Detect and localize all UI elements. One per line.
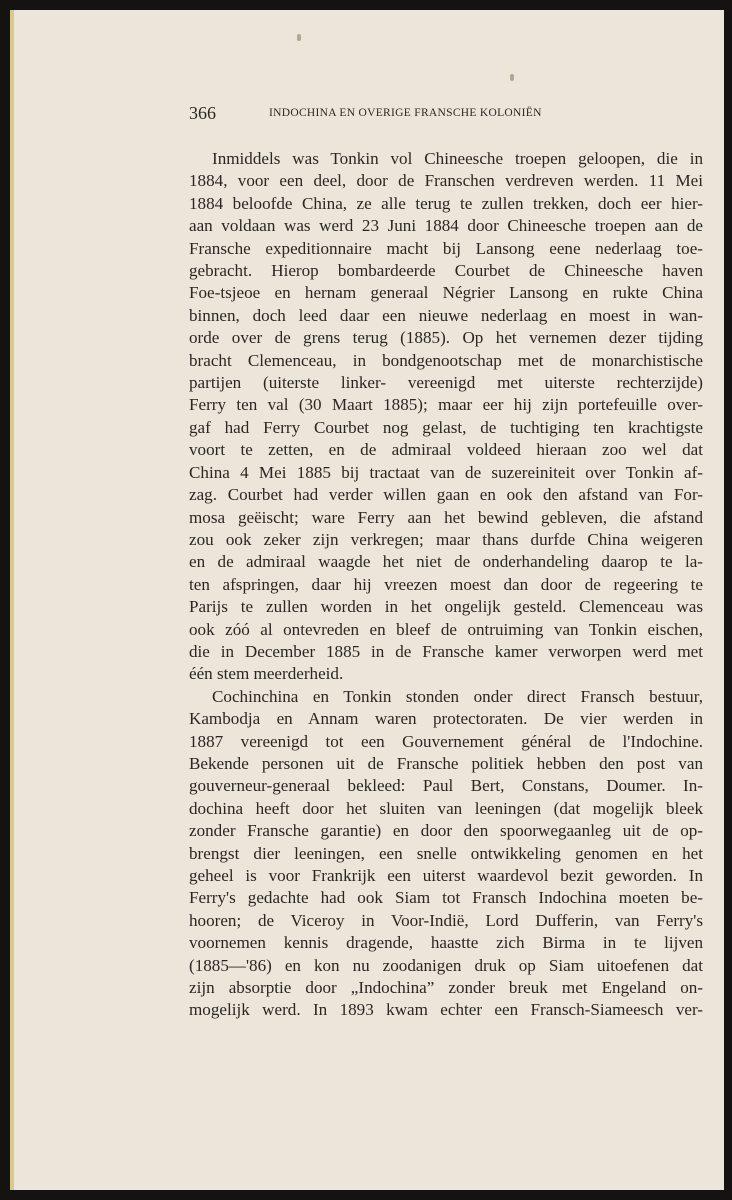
text-line: aan voldaan was werd 23 Juni 1884 door Chineesche troepen aan de <box>189 216 703 236</box>
text-line: Parijs te zullen worden in het ongelijk gesteld. Clemenceau was <box>189 597 703 617</box>
text-line: zou ook zeker zijn verkregen; maar thans durfde China weigeren <box>189 529 703 549</box>
text-line: Foe-tsjeoe en hernam generaal Négrier Lansong en rukte China <box>189 283 703 303</box>
book-page <box>10 10 724 1190</box>
text-line: bracht Clemenceau, in bondgenootschap met de monarchistische <box>189 350 703 370</box>
page-number: 366 <box>189 103 216 123</box>
text-line: geheel is voor Frankrijk een uiterst waardevol bezit geworden. In <box>189 866 703 885</box>
text-line: Inmiddels was Tonkin vol Chineesche troepen geloopen, die in <box>212 149 703 168</box>
text-line: partijen (uiterste linker- vereenigd met uiterste rechterzijde) <box>189 373 703 393</box>
text-line: China 4 Mei 1885 bij tractaat van de suzereiniteit over Tonkin af- <box>189 462 703 482</box>
text-line: hooren; de Viceroy in Voor-Indië, Lord Dufferin, van Ferry's <box>189 910 703 930</box>
text-line: ten afspringen, daar hij vreezen moest dan door de regeering te <box>189 574 703 594</box>
text-line: voort te zetten, en de admiraal voldeed hieraan zoo wel dat <box>189 440 703 460</box>
text-line: Kambodja en Annam waren protectoraten. De vier werden in <box>189 709 703 729</box>
text-line: gebracht. Hierop bombardeerde Courbet de Chineesche haven <box>189 261 703 281</box>
text-line: (1885—'86) en kon nu zoodanigen druk op Siam uitoefenen dat <box>189 955 703 975</box>
text-line: zijn absorptie door „Indochina” zonder breuk met Engeland on- <box>189 978 703 998</box>
text-line: ook zóó al ontevreden en bleef de ontruiming van Tonkin eischen, <box>189 619 703 639</box>
text-line: voornemen kennis dragende, haastte zich Birma in te lijven <box>189 933 703 953</box>
paragraph <box>189 148 703 686</box>
text-line: gouverneur-generaal bekleed: Paul Bert, Constans, Doumer. In- <box>189 776 703 796</box>
text-line: dochina heeft door het sluiten van leeningen (dat mogelijk bleek <box>189 798 703 818</box>
paper-spot <box>510 74 514 81</box>
text-line: brengst dier leeningen, een snelle ontwikkeling genomen en het <box>189 843 703 863</box>
text-line: binnen, doch leed daar een nieuwe nederlaag en moest in wan- <box>189 305 703 325</box>
text-line: en de admiraal waagde het niet de onderhandeling daarop te la- <box>189 552 703 572</box>
text-line: 1884 beloofde China, ze alle terug te zullen trekken, doch eer hier- <box>189 193 703 213</box>
text-line: die in December 1885 in de Fransche kamer verworpen werd met <box>189 641 703 661</box>
body-text <box>189 148 703 1022</box>
running-title: INDOCHINA EN OVERIGE FRANSCHE KOLONIËN <box>269 107 542 119</box>
text-line: 1887 vereenigd tot een Gouvernement général de l'Indochine. <box>189 731 703 751</box>
text-line: orde over de grens terug (1885). Op het vernemen dezer tijding <box>189 328 703 348</box>
page-header <box>189 103 626 129</box>
text-line: Ferry's gedachte had ook Siam tot Fransch Indochina moeten be- <box>189 888 703 908</box>
paragraph <box>189 686 703 1022</box>
text-line: 1884, voor een deel, door de Franschen verdreven werden. 11 Mei <box>189 171 703 191</box>
text-line: zag. Courbet had verder willen gaan en ook den afstand van For- <box>189 485 703 505</box>
paper-spot <box>297 34 301 41</box>
text-line: Fransche expeditionnaire macht bij Lansong eene nederlaag toe- <box>189 238 703 258</box>
text-line: mosa geëischt; ware Ferry aan het bewind gebleven, die afstand <box>189 507 703 527</box>
text-line: gaf had Ferry Courbet nog gelast, de tuchtiging ten krachtigste <box>189 417 703 437</box>
text-line: zonder Fransche garantie) en door den spoorwegaanleg uit de op- <box>189 821 703 841</box>
text-line: mogelijk werd. In 1893 kwam echter een Fransch-Siameesch ver- <box>189 1000 703 1020</box>
text-line: één stem meerderheid. <box>189 664 344 684</box>
text-line: Cochinchina en Tonkin stonden onder direct Fransch bestuur, <box>212 686 703 706</box>
text-line: Bekende personen uit de Fransche politiek hebben den post van <box>189 753 703 773</box>
text-line: Ferry ten val (30 Maart 1885); maar eer hij zijn portefeuille over- <box>189 395 703 415</box>
